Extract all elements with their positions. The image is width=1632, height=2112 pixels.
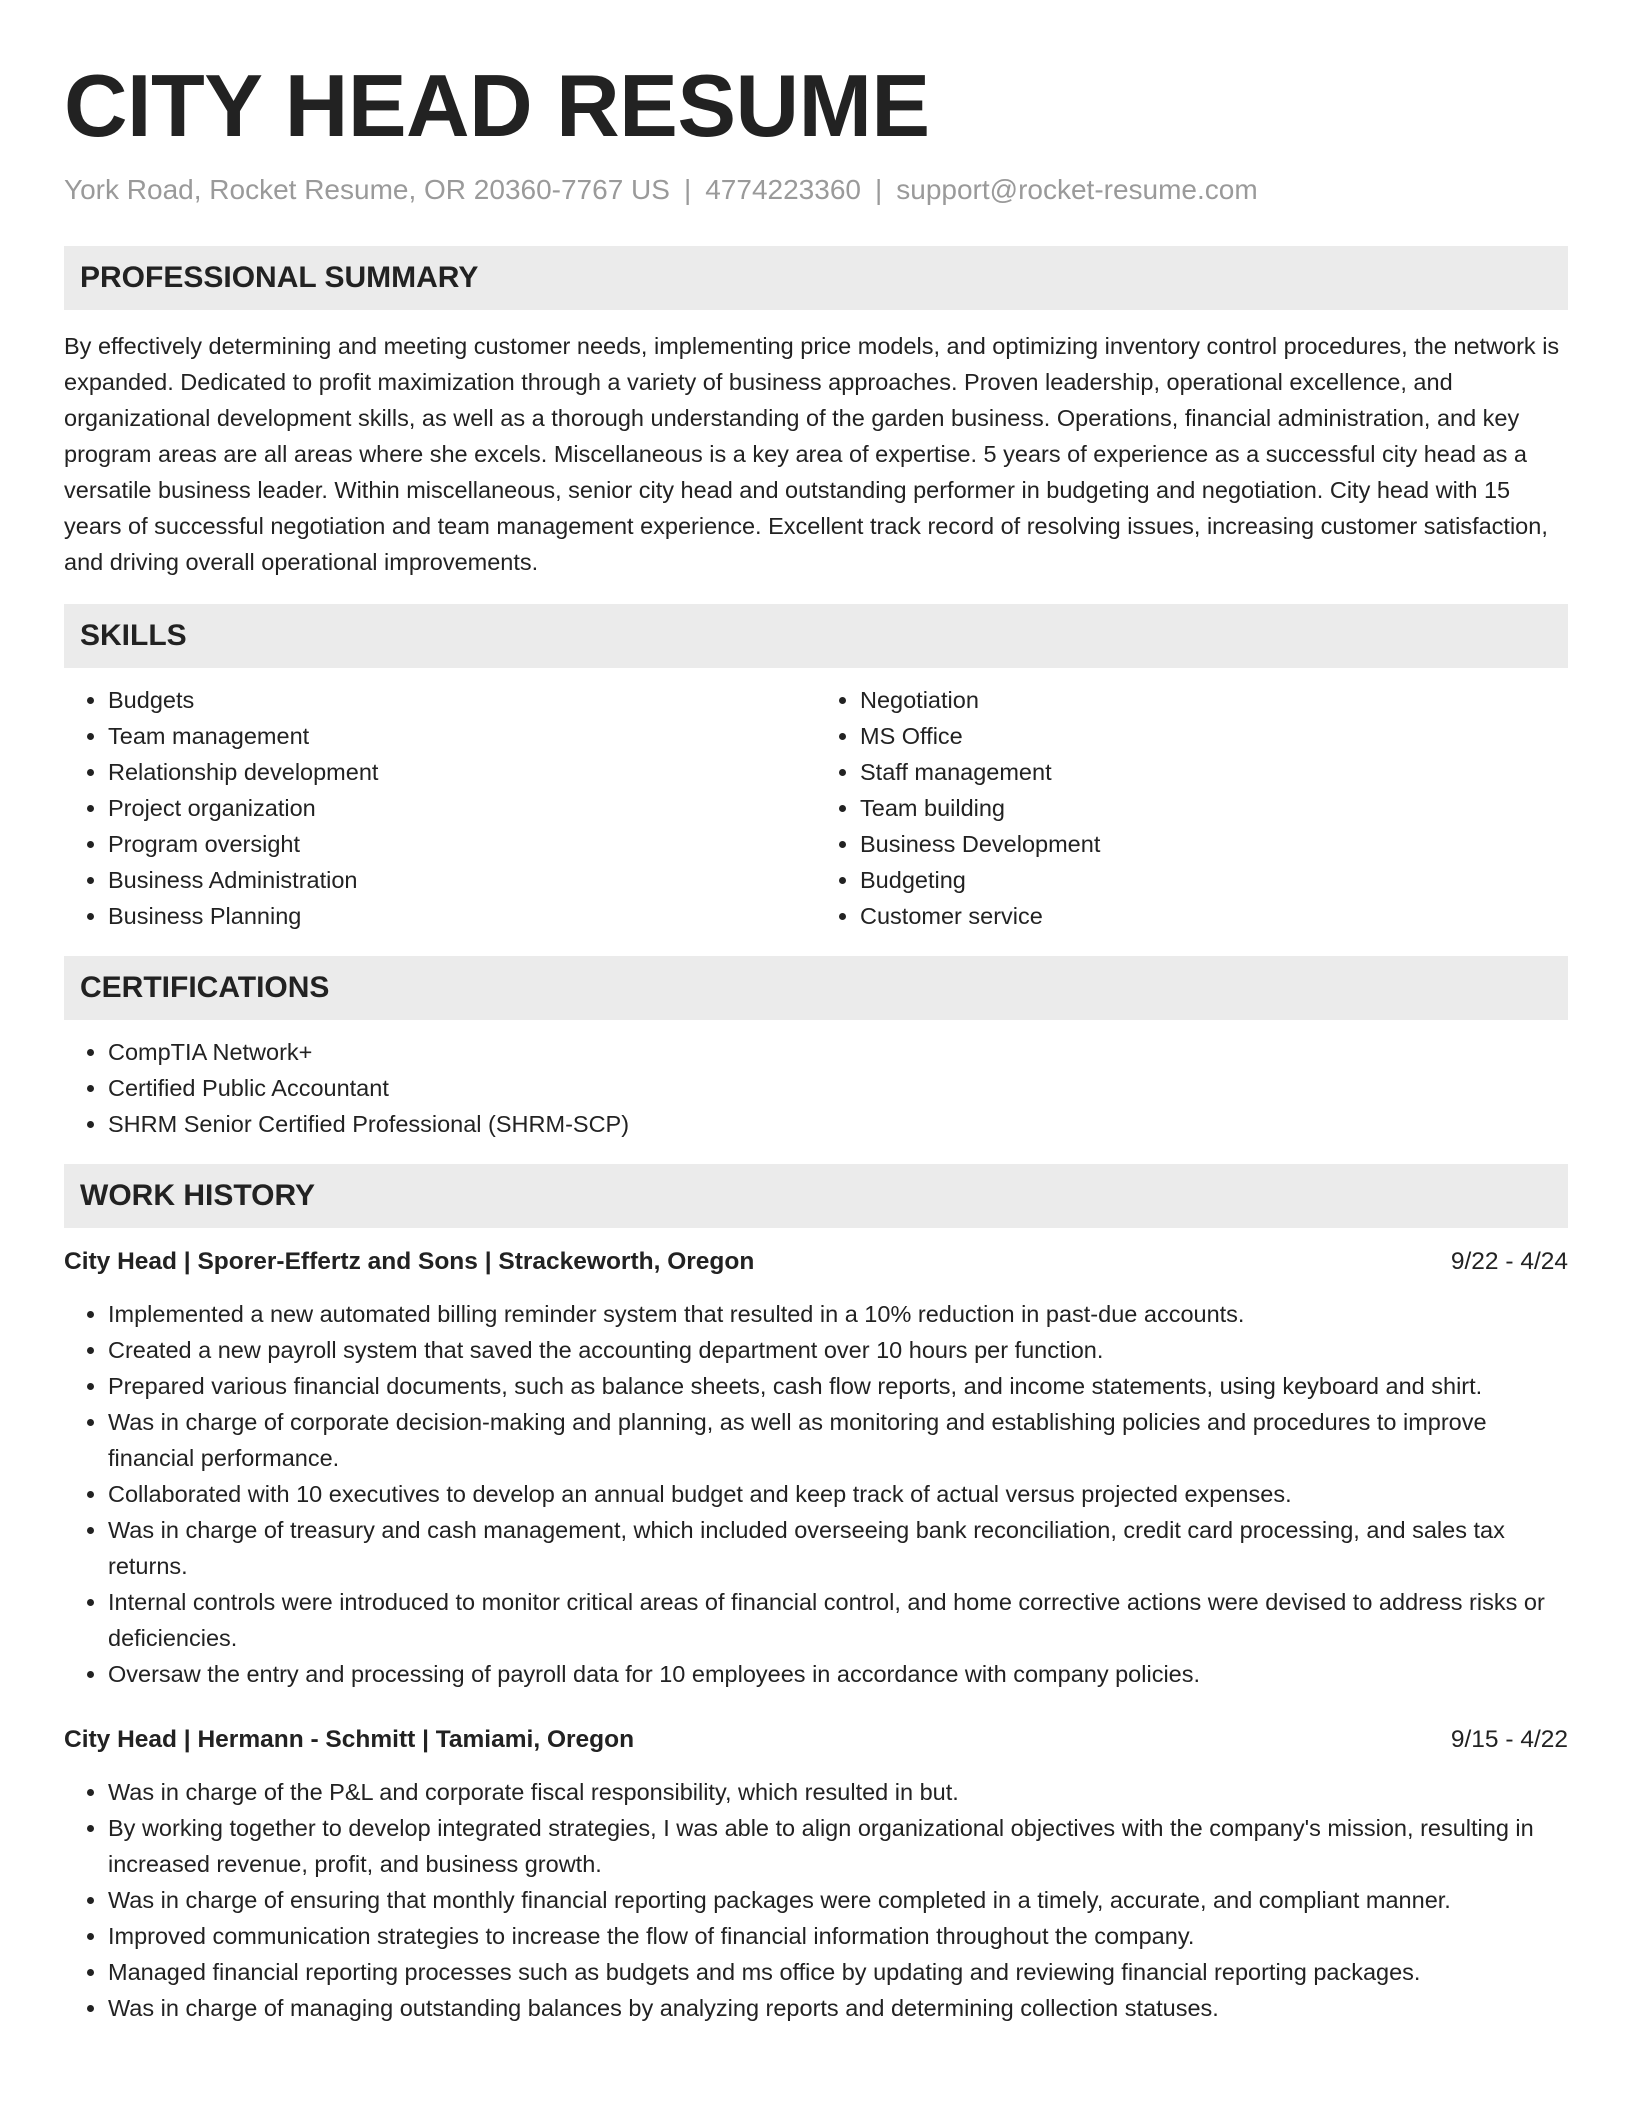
job-bullet: • Implemented a new automated billing reminder system that resulted in a 10% reduction in past-due accounts. <box>108 1296 1568 1332</box>
job-bullets <box>64 1296 1568 1692</box>
skill-item: • Project organization <box>108 790 816 826</box>
page-title: CITY HEAD RESUME <box>64 56 930 155</box>
job-bullets <box>64 1774 1568 2026</box>
job-bullet: • Oversaw the entry and processing of payroll data for 10 employees in accordance with company policies. <box>108 1656 1568 1692</box>
skill-item: • Staff management <box>860 754 1568 790</box>
job-bullet: • Was in charge of ensuring that monthly financial reporting packages were completed in a timely, accurate, and compliant manner. <box>108 1882 1568 1918</box>
contact-separator: | <box>683 174 692 205</box>
job-bullet: • Collaborated with 10 executives to develop an annual budget and keep track of actual versus projected expenses. <box>108 1476 1568 1512</box>
job-bullet: • Internal controls were introduced to monitor critical areas of financial control, and home corrective actions were devised to address risks or deficiencies. <box>108 1584 1568 1656</box>
job-dates: 9/22 - 4/24 <box>1450 1248 1568 1275</box>
job-header <box>64 1722 1568 1758</box>
skill-item: • Business Administration <box>108 862 816 898</box>
skills-list-left <box>64 682 816 934</box>
job-bullet: • Improved communication strategies to increase the flow of financial information throughout the company. <box>108 1918 1568 1954</box>
job-dates: 9/15 - 4/22 <box>1450 1726 1568 1753</box>
job-bullet: • Was in charge of managing outstanding balances by analyzing reports and determining collection statuses. <box>108 1990 1568 2026</box>
job-bullet: • By working together to develop integrated strategies, I was able to align organizational objectives with the company's mission, resulting in increased revenue, profit, and business growth. <box>108 1810 1568 1882</box>
job-title: City Head | Hermann - Schmitt | Tamiami, Oregon <box>64 1726 635 1753</box>
skill-item: • Business Development <box>860 826 1568 862</box>
skill-item: • MS Office <box>860 718 1568 754</box>
skill-item: • Customer service <box>860 898 1568 934</box>
certification-item: • SHRM Senior Certified Professional (SHRM-SCP) <box>108 1106 1568 1142</box>
job-header <box>64 1244 1568 1280</box>
job-title: City Head | Sporer-Effertz and Sons | Strackeworth, Oregon <box>64 1248 755 1275</box>
summary-text: By effectively determining and meeting customer needs, implementing price models, and optimizing inventory control procedures, the network is expanded. Dedicated to profit maximization through a variety of business approaches. Proven leadership, operational excellence, and organizational development skills, as well as a thorough understanding of the garden business. Operations, financial administration, and key program areas are all areas where she excels. Miscellaneous is a key area of expertise. 5 years of experience as a successful city head as a versatile business leader. Within miscellaneous, senior city head and outstanding performer in budgeting and negotiation. City head with 15 years of successful negotiation and team management experience. Excellent track record of resolving issues, increasing customer satisfaction, and driving overall operational improvements. <box>64 333 1560 575</box>
certification-item: • CompTIA Network+ <box>108 1034 1568 1070</box>
job-bullet: • Was in charge of corporate decision-making and planning, as well as monitoring and establishing policies and procedures to improve financial performance. <box>108 1404 1568 1476</box>
skill-item: • Budgets <box>108 682 816 718</box>
contact-phone: 4774223360 <box>705 174 861 205</box>
skill-item: • Program oversight <box>108 826 816 862</box>
job-bullet: • Created a new payroll system that saved the accounting department over 10 hours per function. <box>108 1332 1568 1368</box>
skill-item: • Team building <box>860 790 1568 826</box>
contact-line <box>64 172 1568 208</box>
section-heading-work-history: WORK HISTORY <box>64 1164 1568 1228</box>
section-heading-summary: PROFESSIONAL SUMMARY <box>64 246 1568 310</box>
job-bullet: • Was in charge of treasury and cash management, which included overseeing bank reconciliation, credit card processing, and sales tax returns. <box>108 1512 1568 1584</box>
skill-item: • Relationship development <box>108 754 816 790</box>
section-heading-certifications: CERTIFICATIONS <box>64 956 1568 1020</box>
skill-item: • Negotiation <box>860 682 1568 718</box>
job-bullet: • Managed financial reporting processes such as budgets and ms office by updating and reviewing financial reporting packages. <box>108 1954 1568 1990</box>
skill-item: • Team management <box>108 718 816 754</box>
contact-address: York Road, Rocket Resume, OR 20360-7767 US <box>64 174 670 205</box>
skills-list-right <box>816 682 1568 934</box>
contact-email: support@rocket-resume.com <box>896 174 1258 205</box>
skills-columns <box>64 682 1568 934</box>
contact-separator: | <box>874 174 883 205</box>
job-bullet: • Prepared various financial documents, such as balance sheets, cash flow reports, and income statements, using keyboard and shirt. <box>108 1368 1568 1404</box>
section-heading-skills: SKILLS <box>64 604 1568 668</box>
certifications-list <box>64 1034 1568 1142</box>
certification-item: • Certified Public Accountant <box>108 1070 1568 1106</box>
skill-item: • Business Planning <box>108 898 816 934</box>
job-bullet: • Was in charge of the P&L and corporate fiscal responsibility, which resulted in but. <box>108 1774 1568 1810</box>
skill-item: • Budgeting <box>860 862 1568 898</box>
